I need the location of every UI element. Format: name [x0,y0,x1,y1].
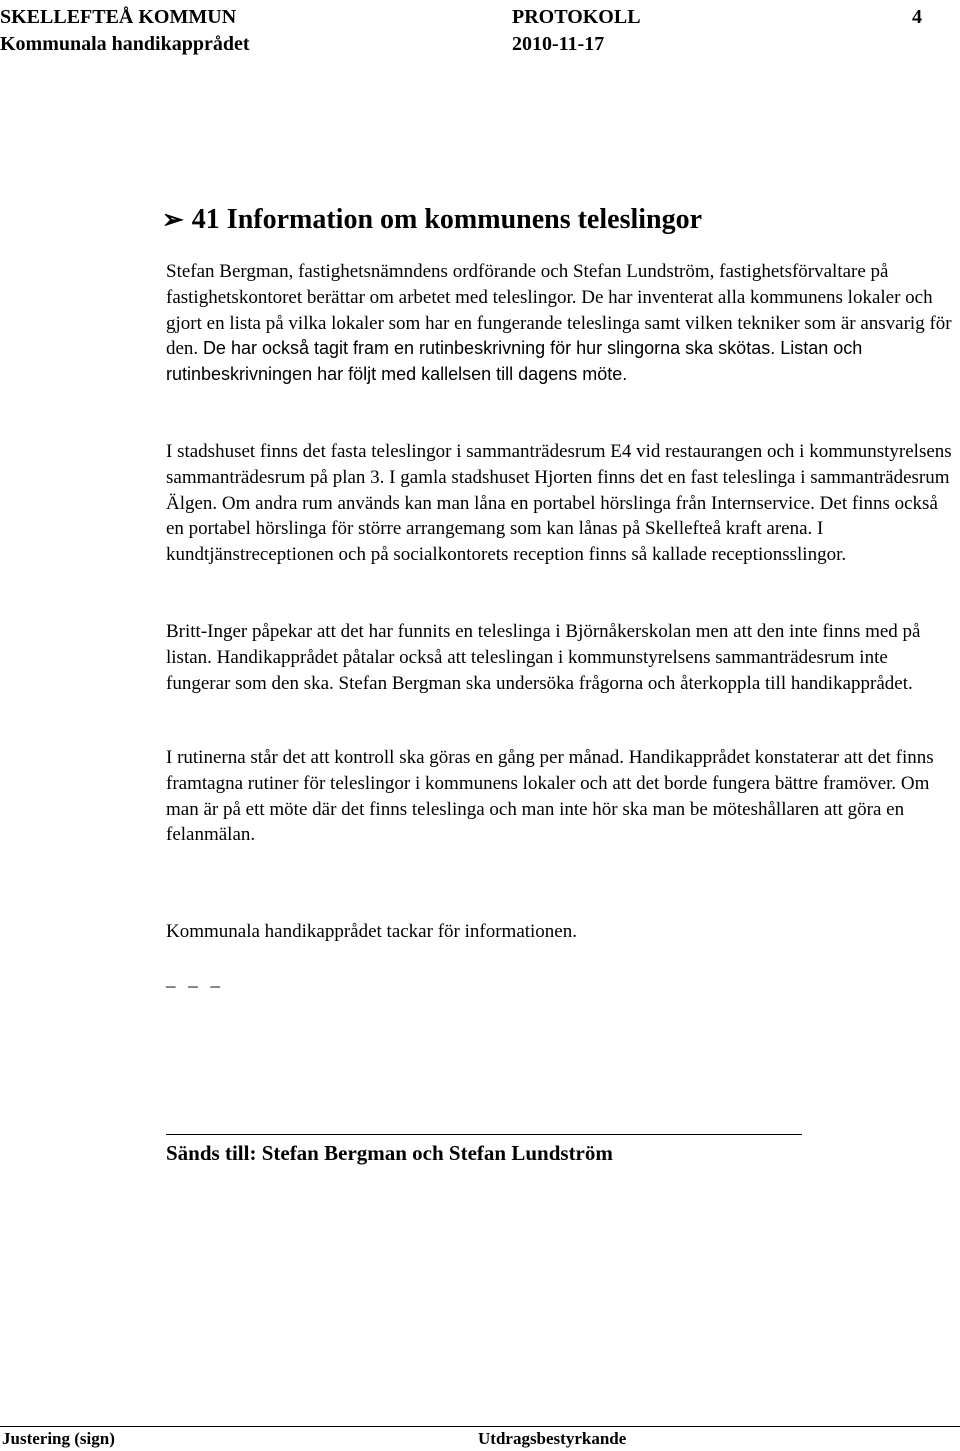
paragraph-rutinerna: I rutinerna står det att kontroll ska göras en gång per månad. Handikapprådet konstaterar att det finns framtagna rutiner för teleslingor i kommunens lokaler och att det borde fungera bättre framöver. Om man är på ett möte där det finns teleslinga och man inte hör ska man be möteshållaren att göra en felanmälan. [166,747,934,846]
committee-name: Kommunala handikapprådet [0,33,250,55]
page-number: 4 [912,6,922,28]
footer-justering: Justering (sign) [2,1429,115,1448]
separator-dashes: _ _ _ [166,969,224,990]
paragraph-thanks: Kommunala handikapprådet tackar för informationen. [166,921,577,942]
arrow-bullet-icon: ➢ [162,205,184,234]
paragraph-stadshuset: I stadshuset finns det fasta teleslingor i sammanträdesrum E4 vid restaurangen och i kommunstyrelsens sammanträdesrum på plan 3. I gamla stadshuset Hjorten finns det en fast teleslinga i sammanträdesrum Älgen. Om andra rum används kan man låna en portabel hörslinga från Internservice. Det finns också en portabel hörslinga för större arrangemang som kan lånas på Skellefteå kraft arena. I kundtjänstreceptionen och på socialkontorets reception finns så kallade receptionsslingor. [166,441,952,566]
meeting-date: 2010-11-17 [512,33,605,55]
paragraph-information-sans: De har också tagit fram en rutinbeskrivning för hur slingorna ska skötas. Listan och rutinbeskrivningen har följt med kallelsen till dagens möte. [166,338,863,385]
footer-utdragsbestyrkande: Utdragsbestyrkande [478,1429,627,1448]
section-title [162,202,702,238]
footer-divider [0,1426,960,1427]
sent-to-line: Sänds till: Stefan Bergman och Stefan Lundström [166,1141,613,1165]
section-title-text: 41 Information om kommunens teleslingor [191,204,703,235]
paragraph-information [166,259,956,388]
document-type: PROTOKOLL [512,6,641,28]
paragraph-britt-inger: Britt-Inger påpekar att det har funnits en teleslinga i Björnåkerskolan men att den inte finns med på listan. Handikapprådet påtalar också att teleslingan i kommunstyrelsens sammanträdesrum inte fungerar som den ska. Stefan Bergman ska undersöka frågorna och återkoppla till handikapprådet. [166,621,921,694]
paragraph-information-serif: Stefan Bergman, fastighetsnämndens ordförande och Stefan Lundström, fastighetsförvaltare på fastighetskontoret berättar om arbetet med teleslingor. De har inventerat alla kommunens lokaler och gjort en lista på vilka lokaler som har en fungerande teleslinga samt vilken tekniker som är ansvarig för den. [166,261,952,360]
signature-rule [166,1134,802,1135]
municipality-name: SKELLEFTEÅ KOMMUN [0,6,237,28]
